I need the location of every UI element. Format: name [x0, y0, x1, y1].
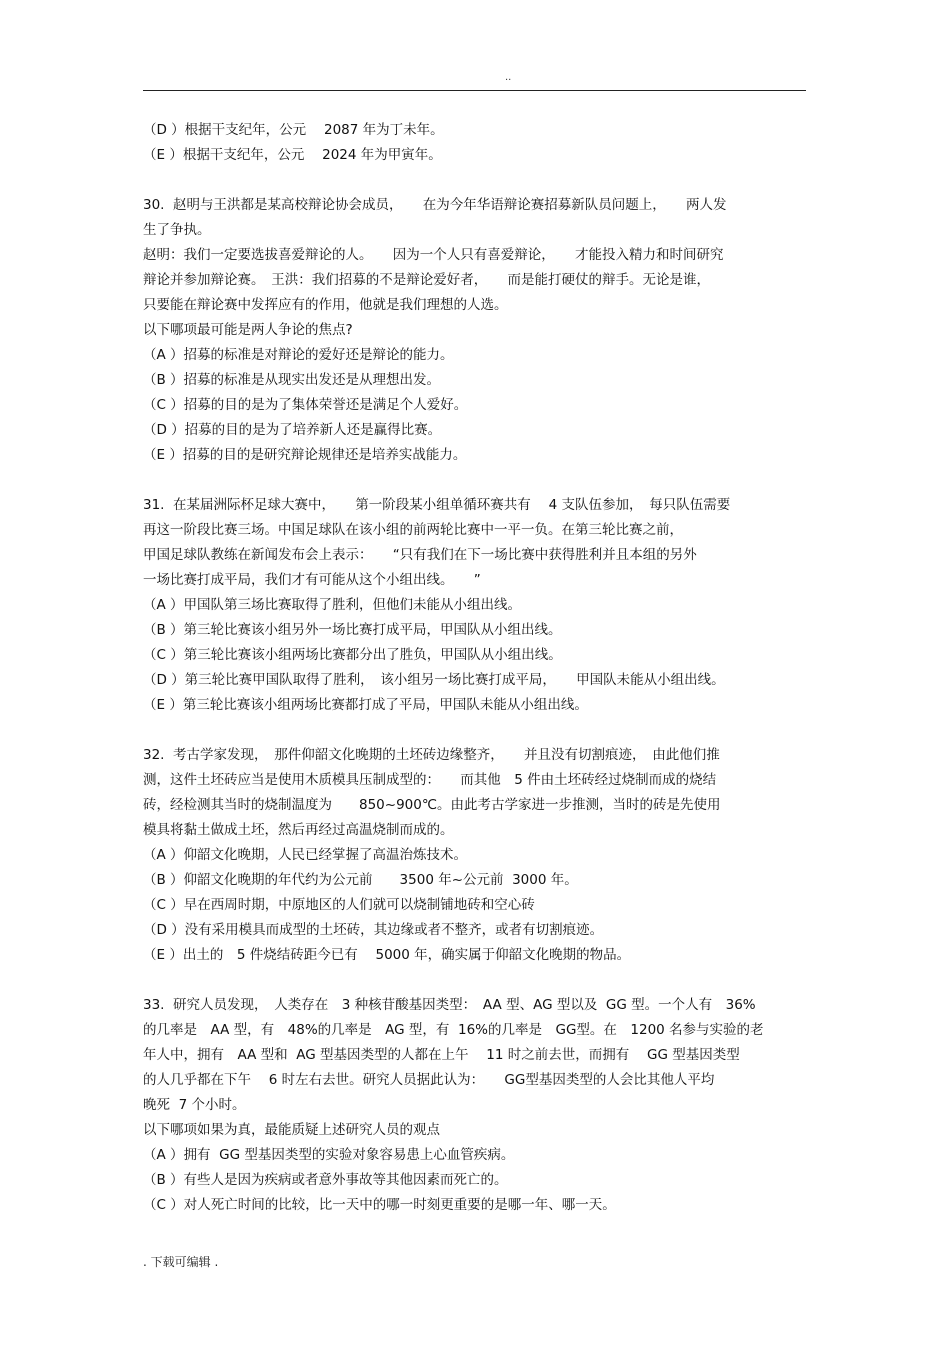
question-31 [143, 493, 815, 718]
option-line: （E ）出土的 5 件烧结砖距今已有 5000 年，确实属于仰韶文化晚期的物品。 [143, 947, 631, 963]
option-line: （D ）第三轮比赛甲国队取得了胜利， 该小组另一场比赛打成平局， 甲国队未能从小组出线。 [143, 672, 725, 688]
option-line: （E ）招募的目的是研究辩论规律还是培养实战能力。 [143, 447, 467, 463]
document-body [143, 118, 815, 1218]
option-line: （C ）招募的目的是为了集体荣誉还是满足个人爱好。 [143, 397, 468, 413]
question-32 [143, 743, 815, 968]
stem-line: 再这一阶段比赛三场。中国足球队在该小组的前两轮比赛中一平一负。在第三轮比赛之前， [143, 522, 683, 538]
option-line: （D ）没有采用模具而成型的土坯砖，其边缘或者不整齐，或者有切割痕迹。 [143, 922, 604, 938]
option-line: （A ）仰韶文化晚期，人民已经掌握了高温治炼技术。 [143, 847, 468, 863]
option-line: （A ）拥有 GG 型基因类型的实验对象容易患上心血管疾病。 [143, 1147, 515, 1163]
option-line: （A ）招募的标准是对辩论的爱好还是辩论的能力。 [143, 347, 454, 363]
stem-line: 以下哪项如果为真，最能质疑上述研究人员的观点 [143, 1122, 440, 1138]
previous-options [143, 118, 815, 168]
stem-line: 甲国足球队教练在新闻发布会上表示： “只有我们在下一场比赛中获得胜利并且本组的另外 [143, 547, 697, 563]
question-33 [143, 993, 815, 1218]
stem-line: 的人几乎都在下午 6 时左右去世。研究人员据此认为： GG型基因类型的人会比其他人平均 [143, 1072, 715, 1088]
stem-line: 年人中，拥有 AA 型和 AG 型基因类型的人都在上午 11 时之前去世，而拥有 GG 型基因类型 [143, 1047, 740, 1063]
option-line: （C ）对人死亡时间的比较，比一天中的哪一时刻更重要的是哪一年、哪一天。 [143, 1197, 616, 1213]
option-line: （C ）第三轮比赛该小组两场比赛都分出了胜负，甲国队从小组出线。 [143, 647, 562, 663]
stem-line: 31. 在某届洲际杯足球大赛中， 第一阶段某小组单循环赛共有 4 支队伍参加， 每只队伍需要 [143, 497, 731, 513]
header-rule [143, 90, 806, 91]
stem-line: 赵明：我们一定要选拔喜爱辩论的人。 因为一个人只有喜爱辩论， 才能投入精力和时间研究 [143, 247, 724, 263]
stem-line: 以下哪项最可能是两人争论的焦点? [143, 322, 353, 338]
option-line: （B ）仰韶文化晚期的年代约为公元前 3500 年~公元前 3000 年。 [143, 872, 578, 888]
stem-line: 模具将黏土做成土坯，然后再经过高温烧制而成的。 [143, 822, 454, 838]
stem-line: 一场比赛打成平局，我们才有可能从这个小组出线。 ” [143, 572, 481, 588]
stem-line: 33. 研究人员发现， 人类存在 3 种核苷酸基因类型： AA 型、AG 型以及 GG 型。一个人有 36% [143, 997, 756, 1013]
option-line: （A ）甲国队第三场比赛取得了胜利，但他们未能从小组出线。 [143, 597, 522, 613]
stem-line: 砖，经检测其当时的烧制温度为 850~900℃。由此考古学家进一步推测，当时的砖是先使用 [143, 797, 721, 813]
stem-line: 晚死 7 个小时。 [143, 1097, 246, 1113]
stem-line: 32. 考古学家发现， 那件仰韶文化晚期的土坯砖边缘整齐， 并且没有切割痕迹， 由此他们推 [143, 747, 720, 763]
stem-line: 30. 赵明与王洪都是某高校辩论协会成员， 在为今年华语辩论赛招募新队员问题上， 两人发 [143, 197, 727, 213]
option-line: （D ）根据干支纪年，公元 2087 年为丁未年。 [143, 122, 444, 138]
stem-line: 的几率是 AA 型，有 48%的几率是 AG 型，有 16%的几率是 GG型。在 1200 名参与实验的老 [143, 1022, 764, 1038]
stem-line: 测，这件土坯砖应当是使用木质模具压制成型的： 而其他 5 件由土坯砖经过烧制而成的烧结 [143, 772, 717, 788]
stem-line: 生了争执。 [143, 222, 211, 238]
option-line: （C ）早在西周时期，中原地区的人们就可以烧制铺地砖和空心砖 [143, 897, 535, 913]
header-mark: .. [505, 72, 512, 83]
option-line: （E ）根据干支纪年，公元 2024 年为甲寅年。 [143, 147, 442, 163]
question-30 [143, 193, 815, 468]
footer-note: . 下载可编辑 . [143, 1255, 219, 1269]
option-line: （B ）招募的标准是从现实出发还是从理想出发。 [143, 372, 441, 388]
option-line: （B ）有些人是因为疾病或者意外事故等其他因素而死亡的。 [143, 1172, 508, 1188]
stem-line: 只要能在辩论赛中发挥应有的作用，他就是我们理想的人选。 [143, 297, 508, 313]
option-line: （D ）招募的目的是为了培养新人还是赢得比赛。 [143, 422, 442, 438]
stem-line: 辩论并参加辩论赛。 王洪：我们招募的不是辩论爱好者， 而是能打硬仗的辩手。无论是谁， [143, 272, 710, 288]
option-line: （E ）第三轮比赛该小组两场比赛都打成了平局，甲国队未能从小组出线。 [143, 697, 588, 713]
option-line: （B ）第三轮比赛该小组另外一场比赛打成平局，甲国队从小组出线。 [143, 622, 562, 638]
